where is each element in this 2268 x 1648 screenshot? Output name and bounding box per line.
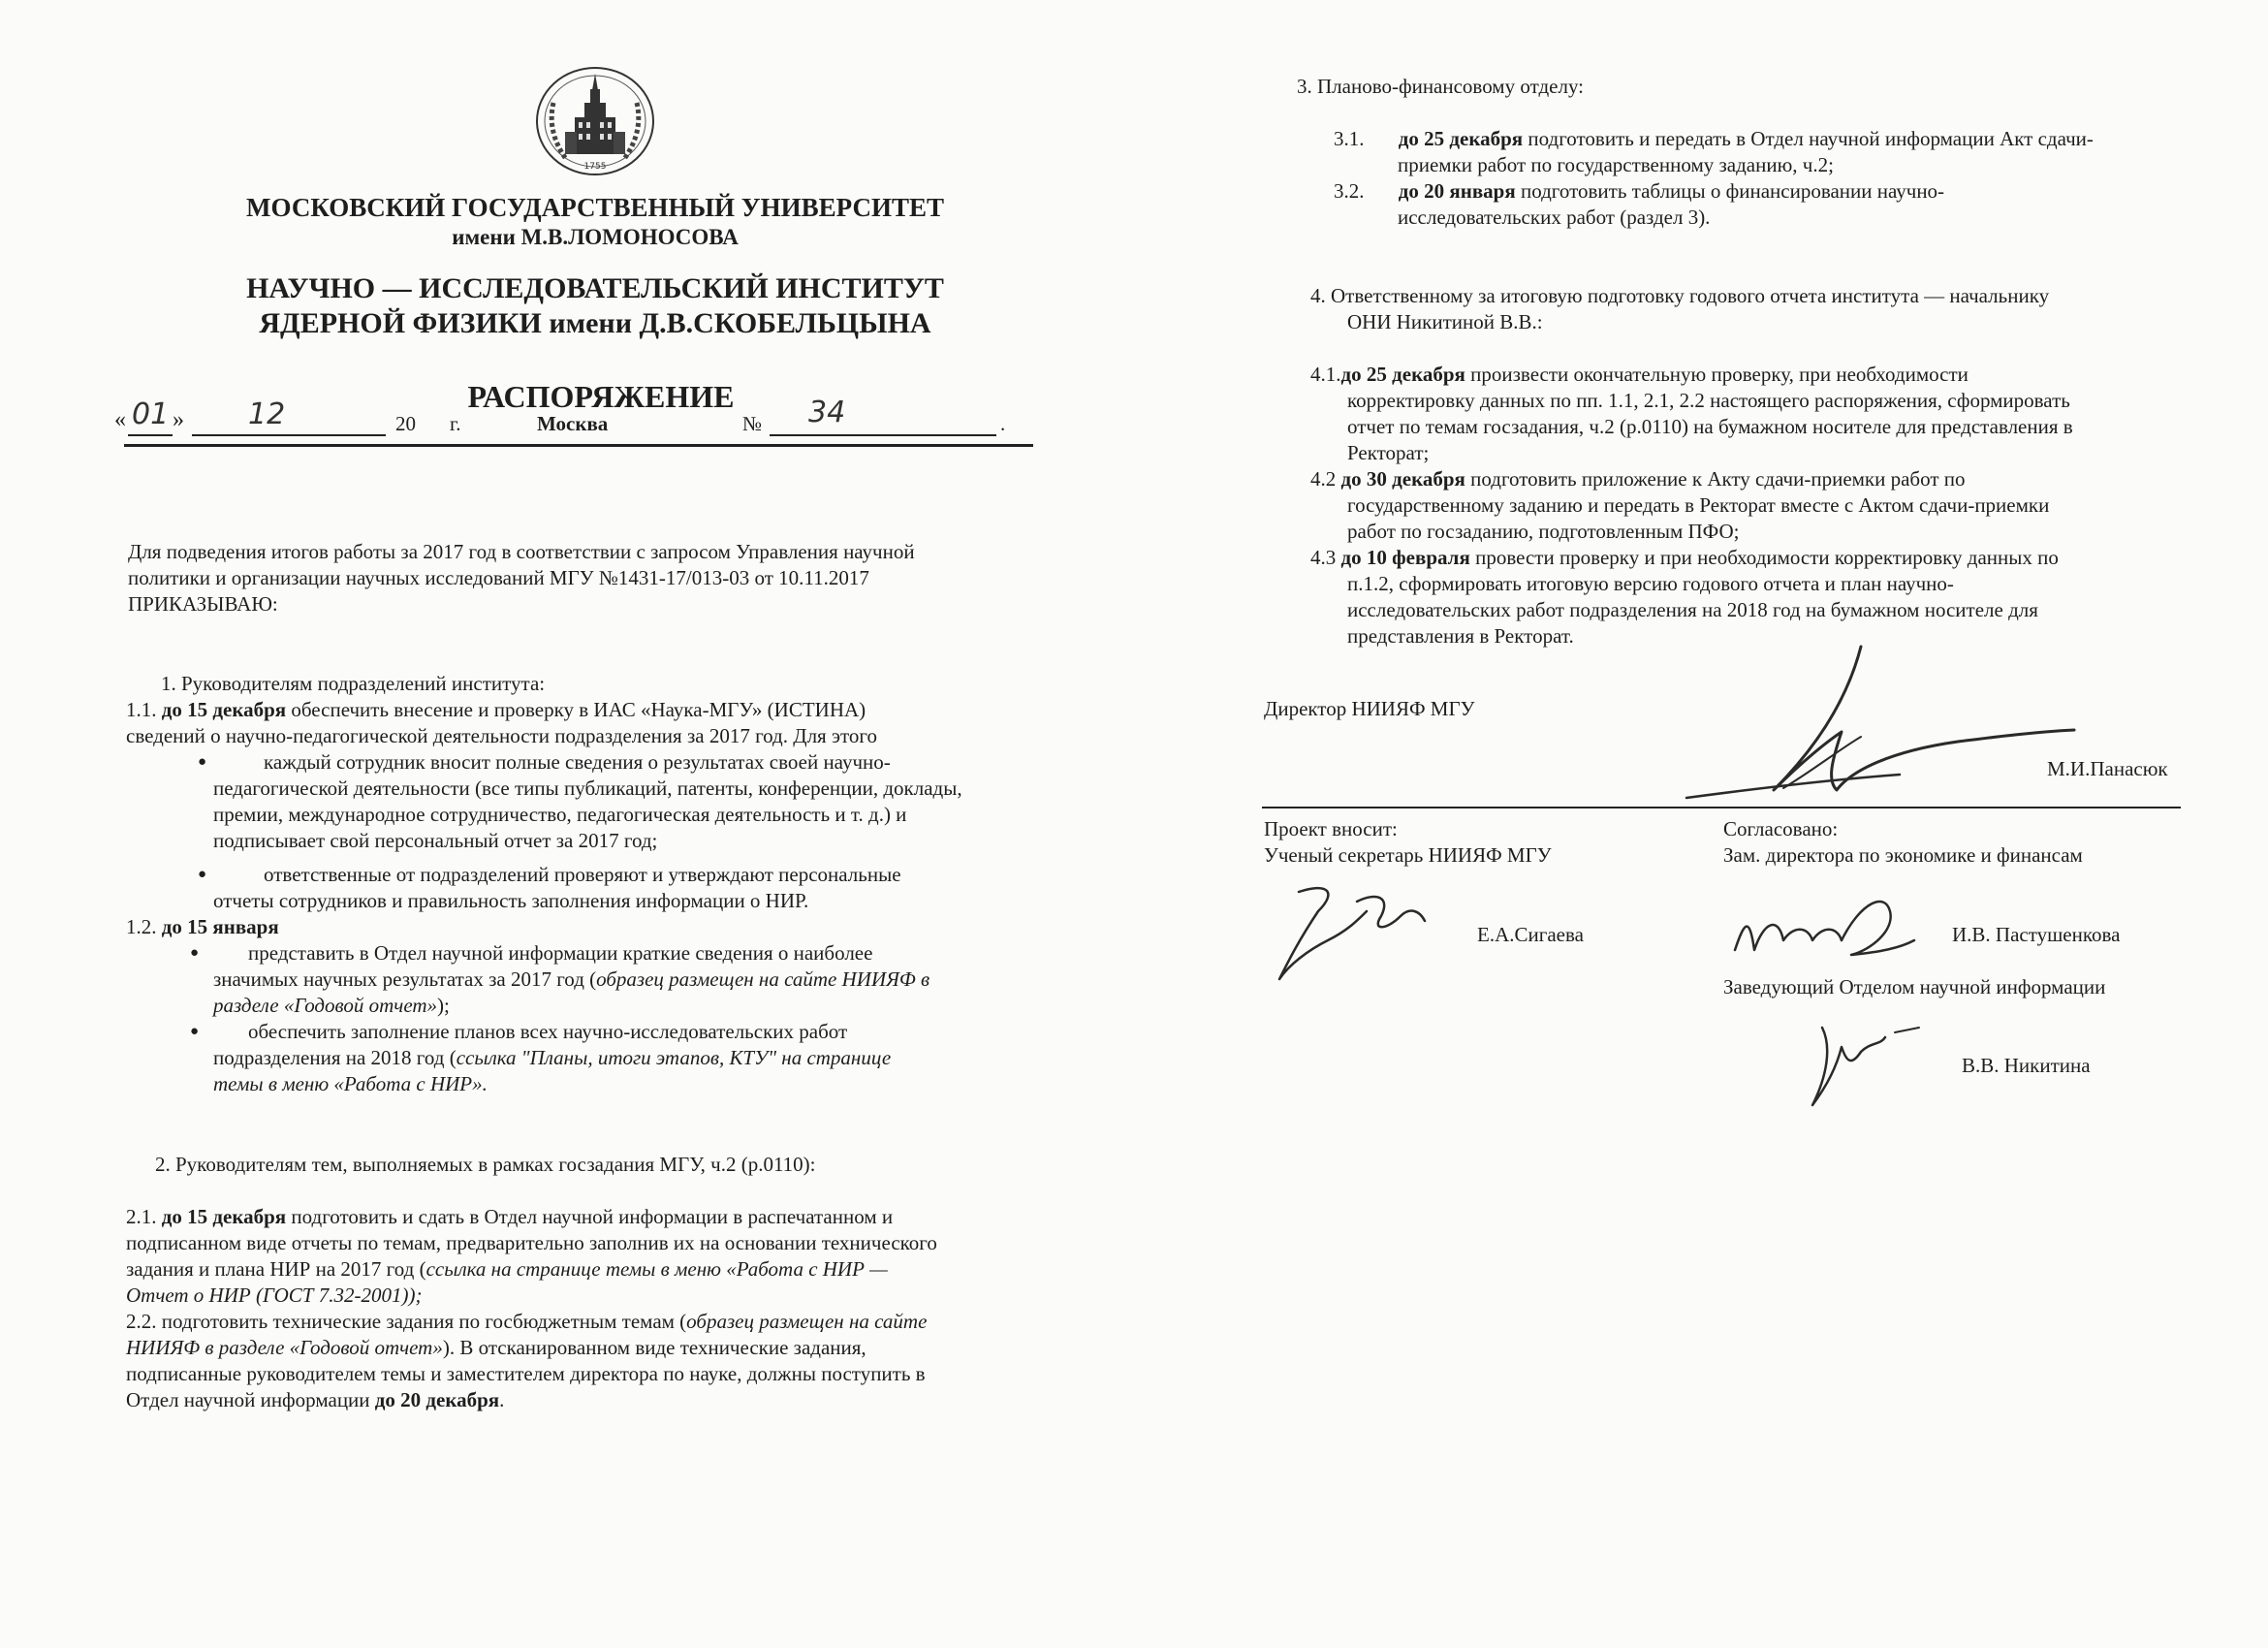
item-2-2-italic-note-end: НИИЯФ в разделе «Годовой отчет» — [126, 1336, 443, 1359]
item-4-2-line-2: государственному заданию и передать в Ректорат вместе с Актом сдачи-приемки — [1347, 493, 2050, 517]
item-1-1-deadline: до 15 декабря — [161, 698, 287, 721]
item-4-1-line-1 — [1310, 362, 1969, 388]
intro-line-1: Для подведения итогов работы за 2017 год в соответствии с запросом Управления научной — [128, 540, 915, 563]
item-2-1-text: подготовить и сдать в Отдел научной информации в распечатанном и — [291, 1205, 894, 1228]
item-4-2-line-1 — [1310, 466, 1966, 492]
item-1-2-number: 1.2. — [126, 915, 157, 938]
bullet-3-italic-note: образец размещен на сайте НИИЯФ в — [596, 967, 930, 991]
item-2-2-text: 2.2. подготовить технические задания по госбюджетным темам ( — [126, 1310, 687, 1333]
item-4-3-text: провести проверку и при необходимости корректировку данных по — [1475, 546, 2059, 569]
bullet-4: ● — [190, 1024, 200, 1039]
quote-close: » — [173, 407, 184, 432]
header-rule — [124, 444, 1033, 447]
emblem-year: 1755 — [583, 162, 607, 172]
bullet-1: ● — [198, 754, 207, 770]
date-month: 12 — [248, 397, 286, 431]
item-3-2-number: 3.2. — [1334, 179, 1365, 203]
item-3-2-line-2: исследовательских работ (раздел 3). — [1398, 206, 1711, 229]
head-signature — [1793, 1008, 1929, 1115]
item-4-1-line-2: корректировку данных по пп. 1.1, 2.1, 2.2 настоящего распоряжения, сформировать — [1347, 389, 2070, 412]
director-name: М.И.Панасюк — [2047, 757, 2168, 780]
year-prefix: 20 — [395, 412, 416, 435]
item-2-1-line-2: подписанном виде отчеты по темам, предварительно заполнив их на основании технического — [126, 1231, 937, 1254]
item-2-2-period: . — [499, 1388, 505, 1411]
item-4-2-number: 4.2 — [1310, 467, 1337, 491]
item-4-1-line-4: Ректорат; — [1347, 441, 1430, 464]
item-2-2-deadline: до 20 декабря — [374, 1388, 500, 1411]
bullet-4-text: подразделения на 2018 год ( — [213, 1046, 457, 1069]
item-2-1-line-3 — [126, 1256, 888, 1283]
bullet-1-line-1: каждый сотрудник вносит полные сведения о результатах своей научно- — [264, 750, 891, 774]
item-2-1-italic-link: ссылка на странице темы в меню «Работа с НИР — — [425, 1257, 888, 1281]
university-name: МОСКОВСКИЙ ГОСУДАРСТВЕННЫЙ УНИВЕРСИТЕТ — [246, 193, 944, 222]
item-2-1-deadline: до 15 декабря — [161, 1205, 287, 1228]
bullet-4-line-1: обеспечить заполнение планов всех научно-исследовательских работ — [248, 1020, 848, 1043]
item-2-1-number: 2.1. — [126, 1205, 157, 1228]
number-label: № — [742, 412, 763, 435]
secretary-signature — [1260, 872, 1434, 998]
item-2-1-line-4: Отчет о НИР (ГОСТ 7.32-2001)); — [126, 1284, 423, 1307]
document-type-title: РАСПОРЯЖЕНИЕ — [467, 379, 735, 414]
bullet-2-line-1: ответственные от подразделений проверяют и утверждают персональные — [264, 863, 901, 886]
number-period: . — [1000, 412, 1006, 435]
item-2-2-line-1 — [126, 1309, 927, 1335]
director-title: Директор НИИЯФ МГУ — [1264, 697, 1475, 720]
secretary-title: Ученый секретарь НИИЯФ МГУ — [1264, 843, 1552, 867]
item-3-1-line-2: приемки работ по государственному заданию, ч.2; — [1398, 153, 1834, 176]
university-emblem — [532, 64, 658, 178]
deputy-title: Зам. директора по экономике и финансам — [1723, 843, 2083, 867]
date-day: 01 — [132, 397, 170, 431]
section-1-title: 1. Руководителям подразделений института: — [161, 672, 546, 695]
item-2-1-line-1 — [126, 1204, 893, 1230]
item-1-1-line-1 — [126, 697, 866, 723]
bullet-3-close: ); — [437, 994, 450, 1017]
item-1-1-text: обеспечить внесение и проверку в ИАС «Наука-МГУ» (ИСТИНА) — [291, 698, 866, 721]
item-1-1-number: 1.1. — [126, 698, 157, 721]
item-2-2-line-3: подписанные руководителем темы и заместителем директора по науке, должны поступить в — [126, 1362, 926, 1385]
item-2-2-text-3: Отдел научной информации — [126, 1388, 370, 1411]
section-3-title: 3. Планово-финансовому отделу: — [1297, 75, 1585, 98]
item-2-2-text-2: ). В отсканированном виде технические задания, — [442, 1336, 866, 1359]
item-3-2-line-1 — [1334, 178, 1944, 205]
item-4-2-deadline: до 30 декабря — [1340, 467, 1465, 491]
section-4-title: 4. Ответственному за итоговую подготовку годового отчета института — начальнику — [1310, 284, 2050, 307]
bullet-2: ● — [198, 867, 207, 882]
item-4-1-deadline: до 25 декабря — [1340, 363, 1465, 386]
item-3-1-deadline: до 25 декабря — [1398, 127, 1524, 150]
item-2-2-italic-note: образец размещен на сайте — [686, 1310, 928, 1333]
secretary-name: Е.А.Сигаева — [1477, 923, 1584, 946]
city: Москва — [537, 412, 609, 435]
bullet-3-text: значимых научных результатах за 2017 год ( — [213, 967, 597, 991]
item-4-3-number: 4.3 — [1310, 546, 1337, 569]
item-3-1-text: подготовить и передать в Отдел научной информации Акт сдачи- — [1528, 127, 2094, 150]
item-4-2-line-3: работ по госзаданию, подготовленным ПФО; — [1347, 520, 1740, 543]
item-4-1-number: 4.1. — [1310, 363, 1341, 386]
bullet-3-italic-note-end: разделе «Годовой отчет» — [213, 994, 438, 1017]
bullet-3: ● — [190, 945, 200, 961]
item-2-2-line-2 — [126, 1335, 866, 1361]
year-suffix: г. — [450, 412, 461, 435]
item-3-1-number: 3.1. — [1334, 127, 1365, 150]
item-2-1-text-2: задания и плана НИР на 2017 год ( — [126, 1257, 426, 1281]
item-1-2-line — [126, 914, 279, 940]
section-4-title-line-2: ОНИ Никитиной В.В.: — [1347, 310, 1543, 333]
order-word: ПРИКАЗЫВАЮ: — [128, 592, 278, 616]
item-4-2-text: подготовить приложение к Акту сдачи-приемки работ по — [1470, 467, 1966, 491]
item-1-1-line-2: сведений о научно-педагогической деятельности подразделения за 2017 год. Для этого — [126, 724, 877, 747]
institute-name: НАУЧНО — ИССЛЕДОВАТЕЛЬСКИЙ ИНСТИТУТ — [246, 272, 944, 304]
director-signature — [1667, 635, 2084, 809]
deputy-name: И.В. Пастушенкова — [1952, 923, 2121, 946]
intro-line-2: политики и организации научных исследований МГУ №1431-17/013-03 от 10.11.2017 — [128, 566, 869, 589]
institute-name-line2: ЯДЕРНОЙ ФИЗИКИ имени Д.В.СКОБЕЛЬЦЫНА — [259, 307, 931, 339]
bullet-4-italic-link: ссылка "Планы, итоги этапов, КТУ" на странице — [456, 1046, 892, 1069]
bullet-3-line-3 — [213, 993, 450, 1019]
item-4-3-deadline: до 10 февраля — [1340, 546, 1470, 569]
bullet-1-line-3: премии, международное сотрудничество, педагогическая деятельность и т. д.) и — [213, 803, 907, 826]
item-3-2-text: подготовить таблицы о финансировании научно- — [1520, 179, 1945, 203]
number-underline — [770, 434, 996, 436]
date-day-underline — [128, 434, 173, 436]
item-4-3-line-2: п.1.2, сформировать итоговую версию годового отчета и план научно- — [1347, 572, 1954, 595]
signature-divider — [1262, 807, 2181, 808]
head-name: В.В. Никитина — [1962, 1054, 2091, 1077]
item-3-2-deadline: до 20 января — [1398, 179, 1516, 203]
bullet-3-line-1: представить в Отдел научной информации краткие сведения о наиболее — [248, 941, 873, 965]
date-month-underline — [192, 434, 386, 436]
item-4-3-line-1 — [1310, 545, 2059, 571]
item-3-1-line-1 — [1334, 126, 2094, 152]
item-2-2-line-4 — [126, 1387, 504, 1413]
item-4-3-line-3: исследовательских работ подразделения на 2018 год на бумажном носителе для — [1347, 598, 2038, 621]
item-4-1-text: произвести окончательную проверку, при необходимости — [1470, 363, 1969, 386]
head-title: Заведующий Отделом научной информации — [1723, 975, 2106, 998]
deputy-signature — [1725, 882, 1919, 969]
bullet-1-line-4: подписывает свой персональный отчет за 2017 год; — [213, 829, 658, 852]
bullet-1-line-2: педагогической деятельности (все типы публикаций, патенты, конференции, доклады, — [213, 776, 962, 800]
university-name-subtitle: имени М.В.ЛОМОНОСОВА — [452, 225, 739, 249]
agreed-label: Согласовано: — [1723, 817, 1839, 840]
item-4-3-line-4: представления в Ректорат. — [1347, 624, 1574, 648]
bullet-3-line-2 — [213, 967, 929, 993]
bullet-2-line-2: отчеты сотрудников и правильность заполнения информации о НИР. — [213, 889, 809, 912]
proposed-label: Проект вносит: — [1264, 817, 1398, 840]
quote-open: « — [114, 407, 126, 432]
section-2-title: 2. Руководителям тем, выполняемых в рамках госзадания МГУ, ч.2 (р.0110): — [155, 1153, 816, 1176]
document-number: 34 — [808, 396, 846, 429]
bullet-4-line-3: темы в меню «Работа с НИР». — [213, 1072, 488, 1095]
bullet-4-line-2 — [213, 1045, 891, 1071]
item-1-2-deadline: до 15 января — [161, 915, 279, 938]
item-4-1-line-3: отчет по темам госзадания, ч.2 (р.0110) на бумажном носителе для представления в — [1347, 415, 2073, 438]
